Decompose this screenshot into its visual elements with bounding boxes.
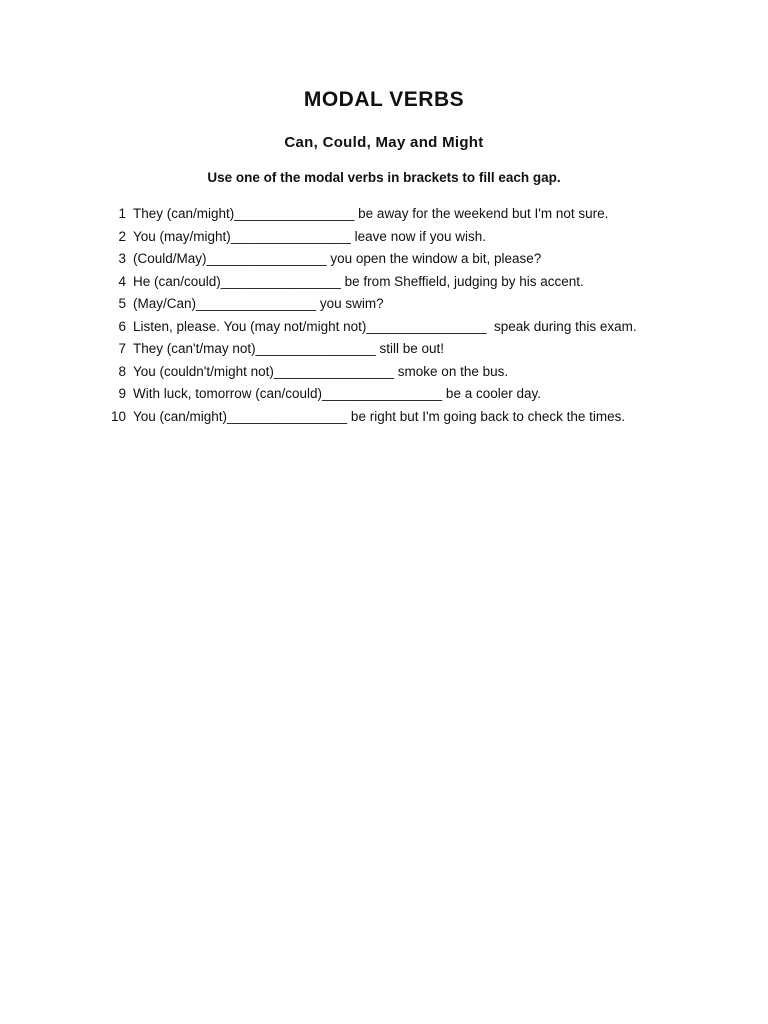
exercise-sentence: (May/Can)________________ you swim? (133, 296, 384, 311)
exercise-number: 6 (118, 318, 126, 334)
exercise-sentence: They (can/might)________________ be away for the weekend but I'm not sure. (133, 206, 609, 221)
exercise-list (100, 206, 660, 431)
exercise-item (100, 229, 660, 246)
exercise-number: 8 (118, 363, 126, 379)
instructions: Use one of the modal verbs in brackets to fill each gap. (207, 170, 561, 185)
exercise-number: 2 (118, 228, 126, 244)
exercise-number: 5 (118, 296, 126, 311)
exercise-sentence: They (can't/may not)________________ still be out! (133, 341, 445, 356)
exercise-item (100, 251, 660, 268)
exercise-item (100, 274, 660, 291)
exercise-sentence: You (may/might)________________ leave now if you wish. (133, 228, 486, 244)
exercise-number: 10 (110, 408, 126, 424)
exercise-sentence: You (couldn't/might not)________________ smoke on the bus. (133, 363, 509, 379)
page-title: MODAL VERBS (303, 88, 465, 111)
exercise-number: 3 (118, 251, 126, 266)
exercise-sentence: (Could/May)________________ you open the window a bit, please? (133, 251, 542, 266)
exercise-sentence: With luck, tomorrow (can/could)________________ be a cooler day. (133, 386, 541, 401)
exercise-sentence: He (can/could)________________ be from Sheffield, judging by his accent. (133, 273, 584, 289)
exercise-item (100, 206, 660, 223)
exercise-number: 9 (118, 386, 126, 401)
exercise-item (100, 386, 660, 403)
exercise-item (100, 409, 660, 426)
exercise-number: 4 (118, 273, 126, 289)
page-subtitle: Can, Could, May and Might (284, 134, 484, 151)
exercise-sentence: Listen, please. You (may not/might not)________________ speak during this exam. (133, 318, 637, 334)
exercise-number: 7 (118, 341, 126, 356)
exercise-sentence: You (can/might)________________ be right but I'm going back to check the times. (133, 408, 626, 424)
exercise-number: 1 (118, 206, 126, 221)
exercise-item (100, 364, 660, 381)
exercise-item (100, 296, 660, 313)
exercise-item (100, 341, 660, 358)
exercise-item (100, 319, 660, 336)
